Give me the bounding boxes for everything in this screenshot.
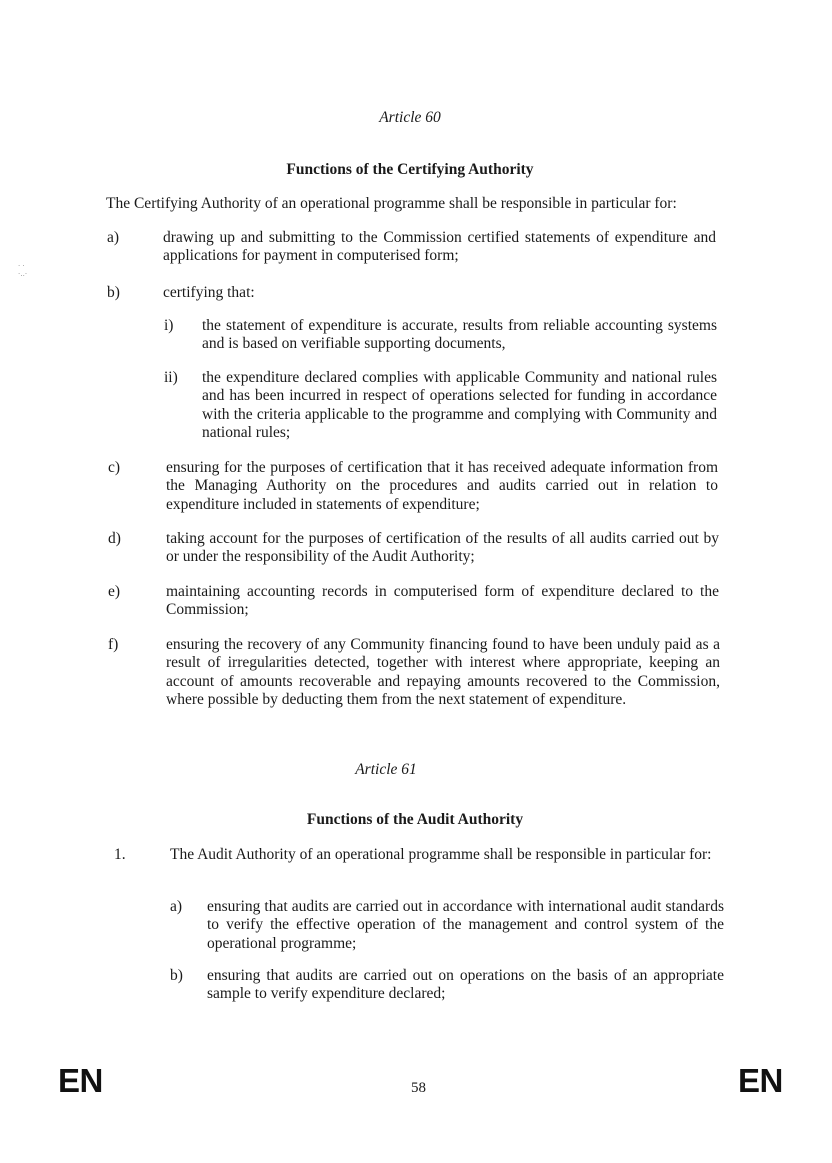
item-b-label: b) — [107, 284, 120, 301]
paragraph-1-label: 1. — [114, 846, 126, 863]
item-d-label: d) — [108, 530, 121, 547]
page-number: 58 — [411, 1080, 426, 1096]
paragraph-1-item-b-label: b) — [170, 967, 183, 984]
item-f-label: f) — [108, 636, 119, 653]
item-e-text: maintaining accounting records in computerised form of expenditure declared to the Commission; — [166, 583, 719, 619]
article-60-title: Functions of the Certifying Authority — [286, 161, 534, 178]
item-a-text: drawing up and submitting to the Commission certified statements of expenditure and applications for payment in computerised form; — [163, 229, 716, 265]
article-60-number: Article 60 — [379, 109, 441, 126]
item-a-label: a) — [107, 229, 120, 246]
item-c-label: c) — [108, 459, 121, 476]
footer-language-left: EN — [58, 1062, 103, 1099]
item-d-text: taking account for the purposes of certification of the results of all audits carried out by or under the responsibility of the Audit Authority; — [166, 530, 719, 566]
subitem-i-label: i) — [164, 317, 174, 334]
subitem-ii-label: ii) — [164, 369, 178, 386]
item-c-text: ensuring for the purposes of certification that it has received adequate information from the Managing Authority on the procedures and audits carried out in relation to expenditure included in statements of expenditure; — [166, 459, 718, 513]
footer-language-right: EN — [738, 1062, 783, 1099]
article-60-intro: The Certifying Authority of an operational programme shall be responsible in particular for: — [106, 195, 677, 212]
paragraph-1-item-a-label: a) — [170, 898, 183, 915]
paragraph-1-item-a-text: ensuring that audits are carried out in accordance with international audit standards to verify the effective operation of the management and control system of the operational programme; — [207, 898, 724, 952]
paragraph-1-text: The Audit Authority of an operational programme shall be responsible in particular for: — [170, 846, 712, 863]
paragraph-1-item-b-text: ensuring that audits are carried out on operations on the basis of an appropriate sample to verify expenditure declared; — [207, 967, 724, 1003]
article-61-number: Article 61 — [355, 761, 417, 778]
item-e-label: e) — [108, 583, 121, 600]
item-b-text: certifying that: — [163, 284, 255, 301]
scan-artifact: · · ·‥· — [18, 262, 28, 278]
item-f-text: ensuring the recovery of any Community financing found to have been unduly paid as a result of irregularities detected, together with interest where appropriate, keeping an account of amounts recoverable and repaying amounts recovered to the Commission, where possible by deducting them from the next statement of expenditure. — [166, 636, 720, 709]
subitem-ii-text: the expenditure declared complies with applicable Community and national rules and has been incurred in respect of operations selected for funding in accordance with the criteria applicable to the programme and complying with Community and national rules; — [202, 369, 717, 442]
article-61-title: Functions of the Audit Authority — [306, 811, 524, 828]
subitem-i-text: the statement of expenditure is accurate, results from reliable accounting systems and is based on verifiable supporting documents, — [202, 317, 717, 353]
